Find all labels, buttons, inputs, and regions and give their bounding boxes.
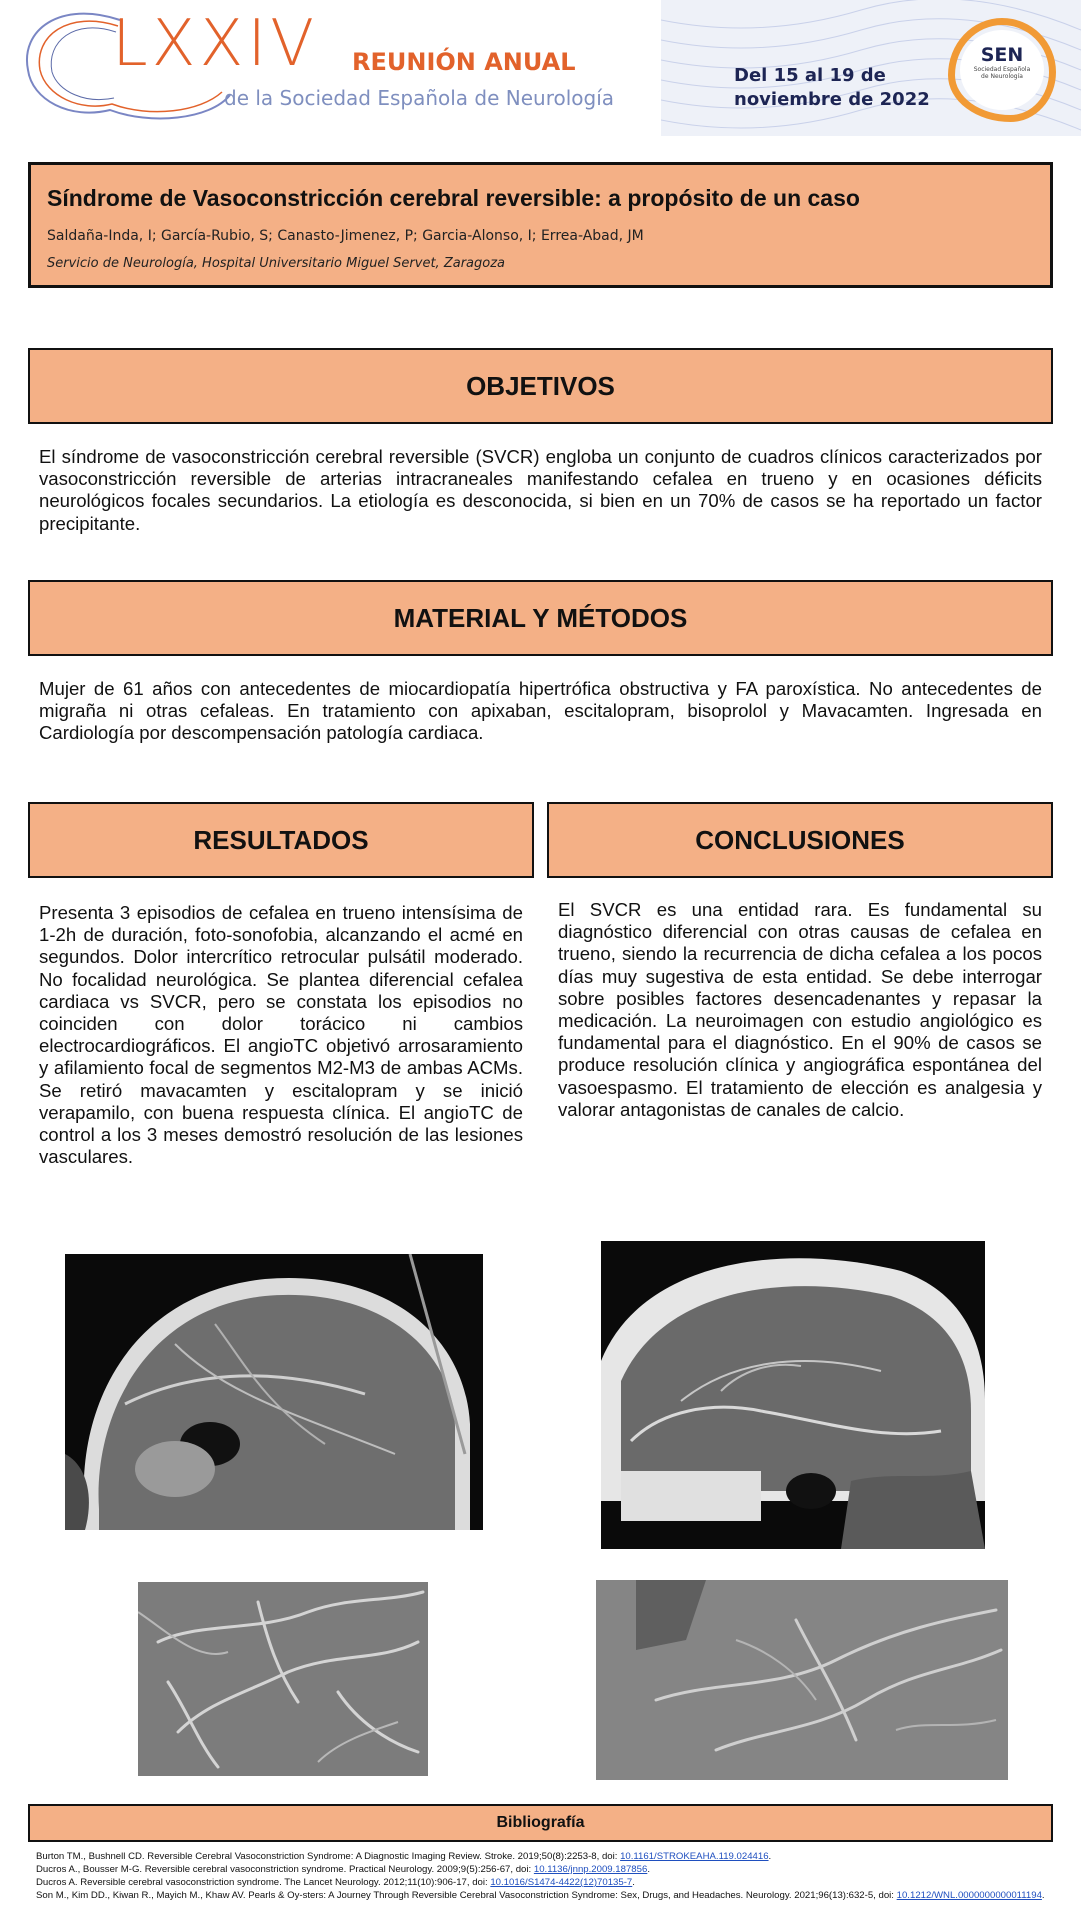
edition-number: LXXIV <box>112 7 318 81</box>
metodos-text: Mujer de 61 años con antecedentes de miocardiopatía hipertrófica obstructiva y FA paroxística. No antecedentes de migraña ni otras cefaleas. En tratamiento con apixaban, escitalopram, bisoprolol y Mavacamten. Ingresada en Cardiología por descompensación patología cardiaca. <box>39 678 1042 744</box>
event-name: REUNIÓN ANUAL <box>352 48 576 76</box>
conference-banner <box>0 0 1081 136</box>
paper-title: Síndrome de Vasoconstricción cerebral reversible: a propósito de un caso <box>47 185 860 211</box>
section-heading: RESULTADOS <box>193 824 369 855</box>
dates-line-1: Del 15 al 19 de <box>734 65 886 86</box>
doi-link[interactable]: 10.1016/S1474-4422(12)70135-7 <box>490 1877 633 1888</box>
angio-detail-image-1 <box>138 1582 428 1776</box>
reference-text: Ducros A. Reversible cerebral vasoconstriction syndrome. The Lancet Neurology. 2012;11(10):906-17, doi: <box>36 1877 491 1888</box>
reference-item <box>36 1863 1066 1876</box>
reference-text: Son M., Kim DD., Kiwan R., Mayich M., Khaw AV. Pearls & Oy-sters: A Journey Through Reversible Cerebral Vasoconstriction Syndrome: Sex, Drugs, and Headaches. Neurology. 2021;96(13):632-5, doi: <box>36 1890 897 1901</box>
reference-list <box>36 1850 1066 1902</box>
dates-line-2: noviembre de 2022 <box>734 89 930 110</box>
sen-logo-subtext: Sociedad Española de Neurología <box>973 66 1031 80</box>
ct-sagittal-image-2 <box>601 1241 985 1549</box>
reference-end: . <box>632 1877 635 1888</box>
reference-item <box>36 1850 1066 1863</box>
angio-detail-image-2 <box>596 1580 1008 1780</box>
reference-end: . <box>1041 1890 1045 1901</box>
doi-link[interactable]: 10.1212/WNL.0000000000011194 <box>896 1890 1042 1901</box>
section-header-objetivos <box>28 348 1053 424</box>
reference-item <box>36 1876 1066 1889</box>
section-header-metodos <box>28 580 1053 656</box>
reference-text: Ducros A., Bousser M-G. Reversible cerebral vasoconstriction syndrome. Practical Neurology. 2009;9(5):256-67, doi: <box>36 1864 534 1875</box>
section-heading: Bibliografía <box>496 1814 585 1831</box>
paper-affiliation: Servicio de Neurología, Hospital Universitario Miguel Servet, Zaragoza <box>47 256 506 271</box>
section-header-conclusiones <box>547 802 1053 878</box>
section-header-bibliografia <box>28 1804 1053 1842</box>
sen-logo-inner <box>960 30 1044 110</box>
reference-end: . <box>647 1864 650 1875</box>
objetivos-text: El síndrome de vasoconstricción cerebral reversible (SVCR) engloba un conjunto de cuadros clínicos caracterizados por vasoconstricción reversible de arterias intracraneales manifestando cefalea en trueno y en ocasiones déficits neurológicos focales secundarios. La etiología es desconocida, si bien en un 70% de casos se ha reportado un factor precipitante. <box>39 446 1042 534</box>
section-heading: OBJETIVOS <box>466 370 615 401</box>
doi-link[interactable]: 10.1161/STROKEAHA.119.024416 <box>620 1851 769 1862</box>
ct-sagittal-image-1 <box>65 1254 483 1530</box>
event-dates <box>734 64 930 112</box>
section-heading: MATERIAL Y MÉTODOS <box>393 602 688 633</box>
doi-link[interactable]: 10.1136/jnnp.2009.187856 <box>533 1864 648 1875</box>
reference-end: . <box>768 1851 772 1862</box>
sen-logo-text: SEN <box>980 44 1024 66</box>
reference-item <box>36 1889 1066 1902</box>
sen-logo <box>948 18 1056 122</box>
title-box <box>28 162 1053 288</box>
resultados-text: Presenta 3 episodios de cefalea en trueno intensísima de 1-2h de duración, foto-sonofobia, alcanzando el acmé en segundos. Dolor intercrítico retrocular pulsátil moderado. No focalidad neurológica. Se plantea diferencial cefalea cardiaca vs SVCR, pero se constata los episodios no coinciden con dolor torácico ni cambios electrocardiográficos. El angioTC objetivó arrosaramiento y afilamiento focal de segmentos M2-M3 de ambas ACMs. Se retiró mavacamten y escitalopram y se inició verapamilo, con buena respuesta clínica. El angioTC de control a los 3 meses demostró resolución de las lesiones vasculares. <box>39 902 523 1168</box>
conclusiones-text: El SVCR es una entidad rara. Es fundamental su diagnóstico diferencial con otras causas de cefalea en trueno, siendo la recurrencia de dicha cefalea a los pocos días muy sugestiva de esta entidad. Se debe interrogar sobre posibles factores desencadenantes y repasar la medicación. La neuroimagen con estudio angiológico es fundamental para el diagnóstico. En el 90% de casos se produce resolución clínica y angiográfica espontánea del vasoespasmo. El tratamiento de elección es analgesia y valorar antagonistas de canales de calcio. <box>558 899 1042 1120</box>
section-heading: CONCLUSIONES <box>695 824 905 855</box>
reference-text: Burton TM., Bushnell CD. Reversible Cerebral Vasoconstriction Syndrome: A Diagnostic Imaging Review. Stroke. 2019;50(8):2253-8, doi: <box>36 1851 621 1862</box>
section-header-resultados <box>28 802 534 878</box>
society-name: de la Sociedad Española de Neurología <box>224 86 615 110</box>
paper-authors: Saldaña-Inda, I; García-Rubio, S; Canasto-Jimenez, P; Garcia-Alonso, I; Errea-Abad, JM <box>47 228 644 244</box>
